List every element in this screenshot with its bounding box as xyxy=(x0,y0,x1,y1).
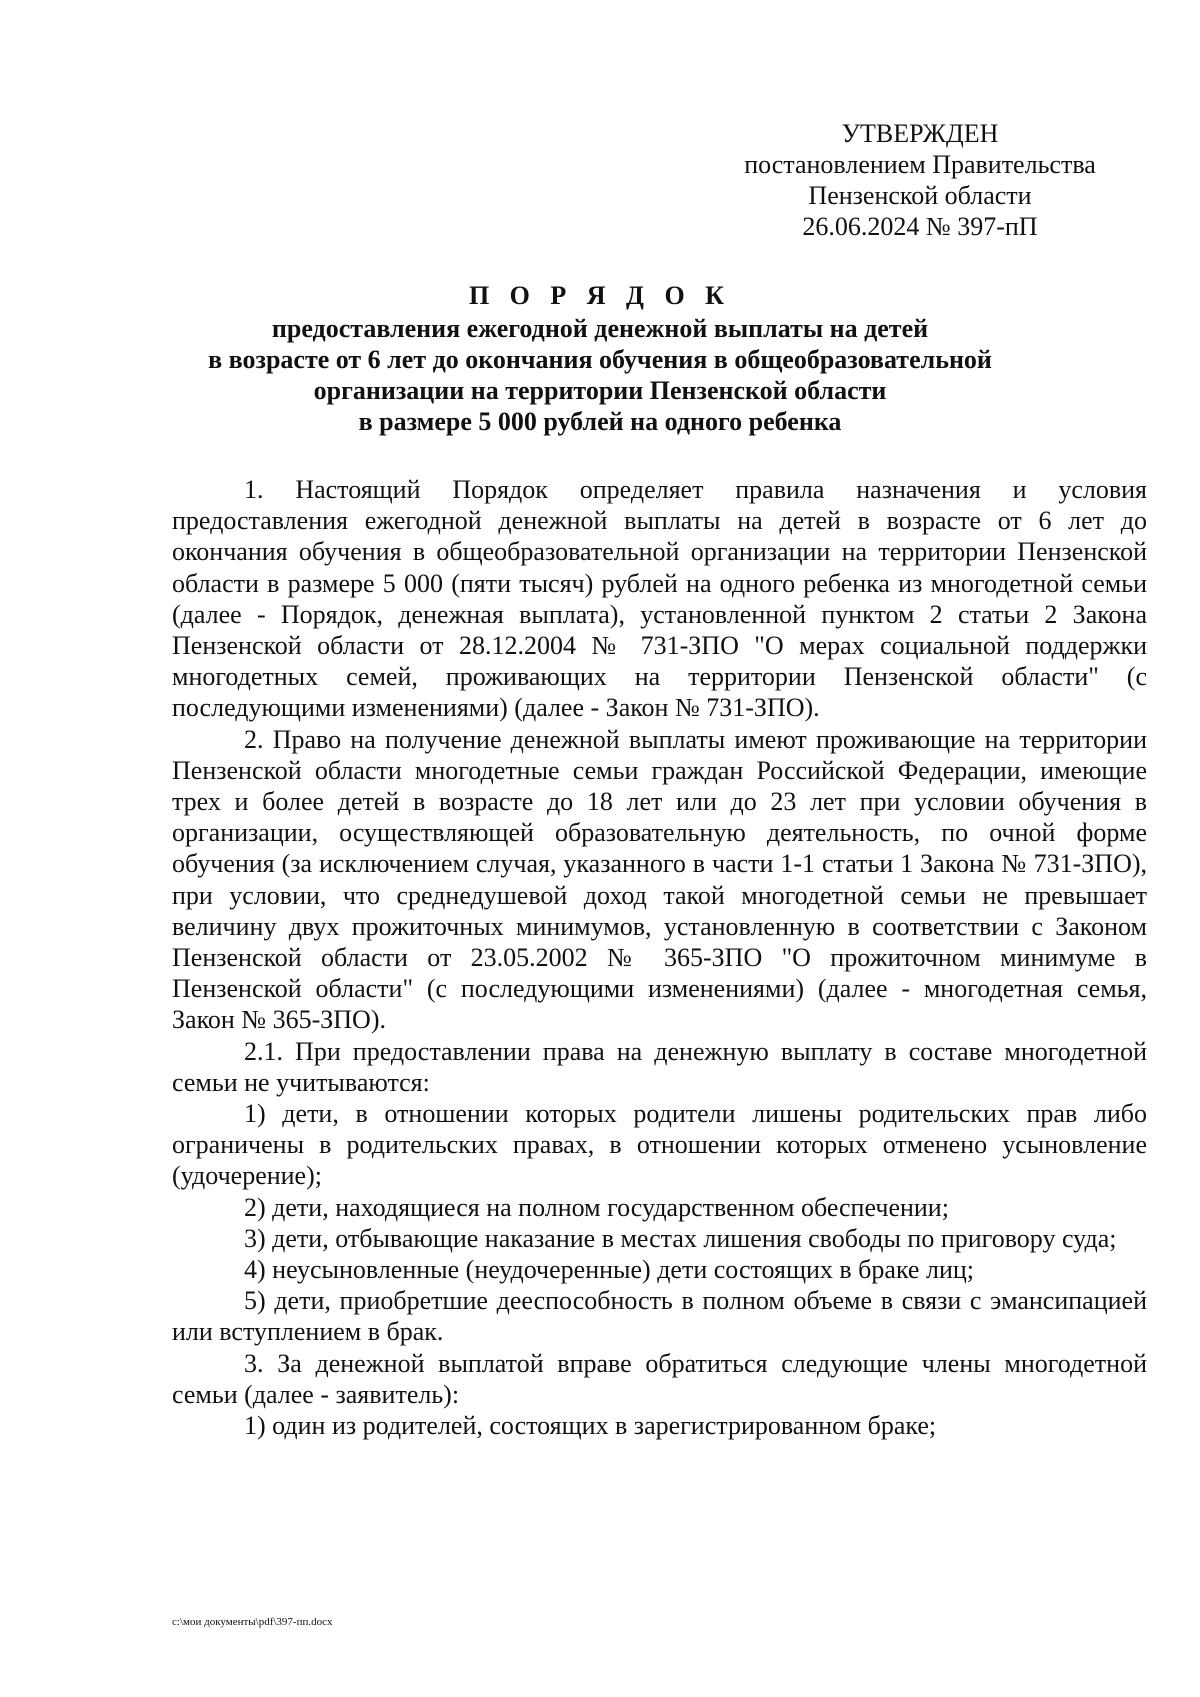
list-item: 1) один из родителей, состоящих в зарегистрированном браке; xyxy=(244,1411,937,1441)
paragraph-2: 2. Право на получение денежной выплаты имеют проживающие на территории Пензенской области многодетные семьи граждан Российской Федерации, имеющие трех и более детей в возрасте до 18 лет или до 23 лет при условии обучения в организации, осуществляющей образовательную деятельность, по очной форме обучения (за исключением случая, указанного в части 1-1 статьи 1 Закона № 731-ЗПО), при условии, что среднедушевой доход такой многодетной семьи не превышает величину двух прожиточных минимумов, установленную в соответствии с Законом Пензенской области от 23.05.2002 № 365-ЗПО "О прожиточном минимуме в Пензенской области" (с последующими изменениями) (далее - многодетная семья, Закон № 365-ЗПО). xyxy=(172,724,1147,1035)
paragraph-1: 1. Настоящий Порядок определяет правила назначения и условия предоставления ежегодной денежной выплаты на детей в возрасте от 6 лет до окончания обучения в общеобразовательной организации на территории Пензенской области в размере 5 000 (пяти тысяч) рублей на одного ребенка из многодетной семьи (далее - Порядок, денежная выплата), установленной пунктом 2 статьи 2 Закона Пензенской области от 28.12.2004 № 731-ЗПО "О мерах социальной поддержки многодетных семей, проживающих на территории Пензенской области" (с последующими изменениями) (далее - Закон № 731-ЗПО). xyxy=(172,475,1147,723)
title-line: предоставления ежегодной денежной выплаты на детей xyxy=(271,314,929,343)
document-type-heading: П О Р Я Д О К xyxy=(468,281,732,310)
paragraph-3: 3. За денежной выплатой вправе обратиться следующие члены многодетной семьи (далее - заявитель): xyxy=(172,1348,1147,1409)
approval-line: УТВЕРЖДЕН xyxy=(841,119,999,148)
list-item: 2) дети, находящиеся на полном государственном обеспечении; xyxy=(244,1192,949,1222)
title-line: организации на территории Пензенской области xyxy=(313,376,887,405)
list-item: 3) дети, отбывающие наказание в местах лишения свободы по приговору суда; xyxy=(244,1223,1117,1253)
title-line: в возрасте от 6 лет до окончания обучения в общеобразовательной xyxy=(208,345,992,374)
approval-line: Пензенской области xyxy=(808,181,1032,210)
list-item: 1) дети, в отношении которых родители лишены родительских прав либо ограничены в родительских правах, в отношении которых отменено усыновление (удочерение); xyxy=(172,1099,1147,1191)
list-item: 5) дети, приобретшие дееспособность в полном объеме в связи с эмансипацией или вступлением в брак. xyxy=(172,1286,1147,1347)
approval-line: постановлением Правительства xyxy=(744,150,1096,179)
title-line: в размере 5 000 рублей на одного ребенка xyxy=(358,407,842,436)
document-body xyxy=(172,474,1147,1441)
file-path-footer: c:\мои документы\pdf\397-пп.docx xyxy=(172,1616,333,1628)
paragraph-2-1: 2.1. При предоставлении права на денежную выплату в составе многодетной семьи не учитываются: xyxy=(172,1036,1147,1097)
document-title xyxy=(150,280,1050,437)
approval-date-number: 26.06.2024 № 397-пП xyxy=(802,212,1038,241)
list-item: 4) неусыновленные (неудочеренные) дети состоящих в браке лиц; xyxy=(244,1255,974,1285)
approval-stamp xyxy=(700,118,1140,242)
